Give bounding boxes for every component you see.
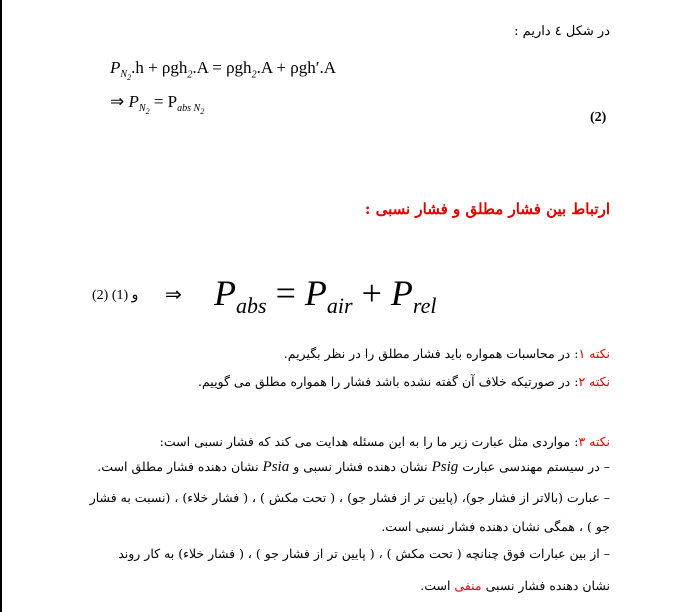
note-text: : مواردی مثل عبارت زیر ما را به این مسئله هدایت می کند که فشار نسبی است: [159,434,579,449]
eq-term: .A + ρgh′.A [256,58,336,77]
note-3-line-3: جو ) ، همگی نشان دهنده فشار نسبی است. [381,519,610,534]
note-2 [198,374,610,389]
eq-sub: N [138,103,146,115]
implies-arrow: ⇒ [110,92,125,111]
eq-sub: abs [236,293,267,319]
note-text: : در محاسبات همواره باید فشار مطلق را در نظر بگیریم. [283,346,579,361]
eq-sub: N [120,69,128,81]
equation-number: (2) [590,110,607,125]
eq-subsub: 2 [145,107,150,117]
eq-operator: = [266,273,305,313]
eq-term: .A = ρgh [192,58,252,77]
note-text: – در سیستم مهندسی عبارت [462,459,610,474]
note-text: نشان دهنده فشار مطلق است. [97,459,259,474]
eq-operator: + [352,273,391,313]
equation-1-line-2 [110,92,204,116]
note-label: نکته ۱ [578,346,610,361]
eq-sub: rel [412,293,437,319]
eq-sub: air [326,293,353,319]
section-heading: ارتباط بین فشار مطلق و فشار نسبی : [364,200,610,218]
page-left-border [0,0,2,612]
intro-text: در شکل ٤ داریم : [514,24,610,39]
eq-symbol: P [128,92,139,111]
eq-subsub: 2 [200,107,205,117]
note-3-line-2: – عبارت (بالاتر از فشار جو)، (پایین تر از فشار جو) ، ( تحت مکش ) ، ( فشار خلاء) ، (نسبت به فشار [89,490,610,505]
eq-sub: 2 [251,69,257,81]
eq-term: = P [149,92,178,111]
psia-term: Psia [262,459,290,475]
note-text: است. [420,578,451,593]
implies-arrow-big: ⇒ [165,282,182,306]
eq-symbol: P [390,273,413,313]
note-label: نکته ۲ [578,374,610,389]
eq-symbol: P [214,273,236,313]
negative-word: منفی [454,578,482,593]
eq-subsub: 2 [127,73,132,83]
eq-sub: 2 [187,69,193,81]
equation-1-line-1 [110,58,336,82]
eq-symbol: P [110,58,121,77]
note-label: نکته ۳ [578,434,610,449]
note-1 [284,346,610,361]
eq-term: .h + ρgh [131,58,188,77]
absolute-pressure-equation [214,272,437,319]
note-text: نشان دهنده فشار نسبی [485,578,610,593]
note-3-line-1 [97,459,610,476]
note-text: نشان دهنده فشار نسبی و [293,459,428,474]
note-text: : در صورتیکه خلاف آن گفته نشده باشد فشار را همواره مطلق می گوییم. [198,374,579,389]
note-3-line-4: – از بین عبارات فوق چنانچه ( تحت مکش ) ، ( پایین تر از فشار جو ) ، ( فشار خلاء) به کار روند [118,546,610,561]
equation-reference: (2) و (1) [92,288,139,303]
eq-sub: abs [177,103,192,115]
eq-sub: N [193,103,201,115]
note-3-line-5 [420,578,610,593]
eq-symbol: P [304,273,327,313]
note-3 [160,434,610,449]
psig-term: Psig [431,459,459,475]
